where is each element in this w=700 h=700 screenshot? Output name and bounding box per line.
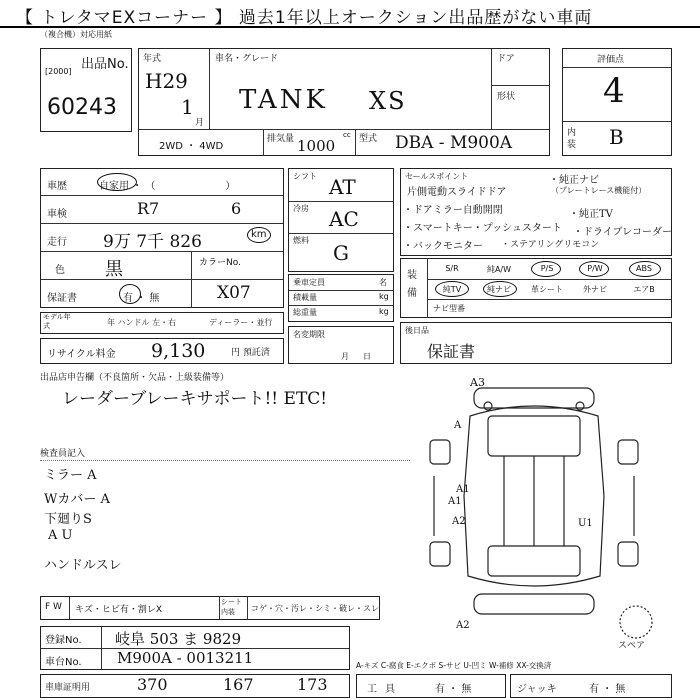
mileage-unit: km xyxy=(251,229,267,240)
history-box xyxy=(40,168,284,308)
cert-value-2: 167 xyxy=(223,675,254,694)
month-value: 1 xyxy=(181,95,194,119)
sales-right-1: ・純正ナビ xyxy=(549,175,599,186)
shaken-month: 6 xyxy=(231,199,242,218)
mileage-label: 走行 xyxy=(47,237,67,248)
capacity-label: 乗車定員 xyxy=(293,278,325,287)
year-value: H29 xyxy=(145,69,188,93)
equip-box xyxy=(400,258,672,318)
inspection-line-5: ハンドルスレ xyxy=(44,558,122,573)
equip-sr: S/R xyxy=(445,264,459,273)
dealer-label: ディーラー・並行 xyxy=(209,318,273,327)
sales-point-2: ・ドアミラー自動開閉 xyxy=(403,205,503,216)
mark-a2-1: A2 xyxy=(452,516,466,527)
recycle-amount: 9,130 xyxy=(151,340,206,362)
inspection-line-4: A U xyxy=(48,528,73,543)
navi-label: ナビ型番 xyxy=(433,304,465,313)
jack-label: ジャッキ xyxy=(517,684,557,695)
later-value: 保証書 xyxy=(427,342,476,361)
inspection-line-2: Wカバー A xyxy=(44,492,110,507)
color-no-label: カラーNo. xyxy=(199,258,241,268)
cc-label: cc xyxy=(343,131,351,139)
sales-point-1: 片側電動スライドドア xyxy=(407,187,507,198)
change-label: 名変期限 xyxy=(293,330,325,339)
fw-box xyxy=(40,596,380,620)
mark-a1-2: A1 xyxy=(448,496,462,507)
history-value: 自家用 ・ （ ） xyxy=(99,181,236,192)
model-year-box xyxy=(40,312,284,334)
recycle-box xyxy=(40,338,284,364)
sheet-title: 【 トレタマEXコーナー 】 過去1年以上オークション出品歴がない車両 xyxy=(0,0,700,28)
change-box xyxy=(288,326,394,364)
mark-a1-1: A1 xyxy=(456,484,470,495)
fw-value: キズ・ヒビ有・割レX xyxy=(75,605,162,615)
mark-a3: A3 xyxy=(470,376,485,389)
displacement-label: 排気量 xyxy=(267,134,295,144)
weight-kg: kg xyxy=(379,307,389,316)
shaken-era: R7 xyxy=(137,199,160,218)
equip-aw: 純A/W xyxy=(486,265,512,274)
mark-u1: U1 xyxy=(578,518,593,529)
score-value: 4 xyxy=(603,71,625,111)
load-kg: kg xyxy=(379,292,389,301)
history-label: 車歴 xyxy=(47,181,67,192)
chassis-label: 車台No. xyxy=(45,657,82,668)
drive-label: 2WD ・ 4WD xyxy=(159,141,224,152)
shift-value: AT xyxy=(329,175,356,199)
car-box xyxy=(138,48,550,156)
reg-value: 岐阜 503 ま 9829 xyxy=(115,630,242,648)
car-diagram xyxy=(414,376,676,646)
jack-box xyxy=(510,674,672,698)
seat-value: コゲ・穴・汚レ・シミ・破レ・スレ xyxy=(251,604,379,613)
fuel-label: 燃料 xyxy=(293,236,309,245)
mark-a: A xyxy=(454,420,462,431)
sales-right-3: ・純正TV xyxy=(569,209,613,220)
cert-value-1: 370 xyxy=(137,675,168,694)
lot-year-tag: [2000] xyxy=(45,67,72,76)
shape-label: 形状 xyxy=(497,92,516,102)
score-box xyxy=(562,48,672,156)
change-unit: 月日 xyxy=(341,352,385,361)
sales-point-3: ・スマートキー・プッシュスタート xyxy=(403,223,562,234)
fw-label: F W xyxy=(45,602,62,612)
inspection-label: 検査員記入 xyxy=(40,449,86,459)
ac-label: 冷房 xyxy=(293,204,309,213)
warranty-label: 保証書 xyxy=(47,293,77,304)
reg-label: 登録No. xyxy=(45,635,82,646)
model-year-label: モデル年式 xyxy=(43,313,71,330)
sales-point-5: ・ステアリングリモコン xyxy=(501,240,600,250)
equip-ps: P/S xyxy=(540,264,554,273)
inspection-line-3: 下廻りS xyxy=(44,512,92,527)
month-suffix: 月 xyxy=(195,118,205,128)
model-name: TANK xyxy=(239,85,328,115)
lot-label: 出品No. xyxy=(81,57,129,72)
later-box xyxy=(400,322,672,364)
interior-value: B xyxy=(609,125,624,149)
reg-box xyxy=(40,626,350,670)
chassis-value: M900A - 0013211 xyxy=(117,649,254,667)
notes-text: レーダーブレーキサポート!! ETC! xyxy=(62,389,328,409)
subtitle: （複合機）対応用紙 xyxy=(40,30,112,39)
sales-point-4: ・バックモニター xyxy=(403,241,483,252)
type-value: DBA - M900A xyxy=(395,133,513,153)
equip-abs: ABS xyxy=(636,264,652,273)
recycle-label: リサイクル料金 xyxy=(47,349,116,360)
sales-right-4: ・ドライブレコーダー xyxy=(573,227,672,238)
equip-pw: P/W xyxy=(587,264,603,273)
sales-label: セールスポイント xyxy=(405,172,469,181)
cert-label: 車庫証明用 xyxy=(45,683,91,693)
notes-label: 出品店申告欄（不良箇所・欠品・上級装備等） xyxy=(40,373,230,383)
ac-value: AC xyxy=(329,207,359,231)
handle-label: 年 ハンドル 左・右 xyxy=(107,318,177,327)
tools-label: 工具 xyxy=(367,684,403,695)
grade-name: XS xyxy=(369,87,407,115)
capacity-unit: 名 xyxy=(379,278,387,287)
weight-label: 総重量 xyxy=(293,308,317,317)
lot-box xyxy=(40,48,132,132)
spare-label: スペア xyxy=(618,641,646,651)
seat-label: シート内装 xyxy=(221,598,242,616)
damage-legend: A-キズ C-腐食 E-エクボ S-サビ U-凹ミ W-補修 XX-交換済 xyxy=(356,661,552,670)
sales-box xyxy=(400,168,672,256)
equip-leather: 革シート xyxy=(531,285,563,294)
jack-value: 有 ・ 無 xyxy=(589,684,626,695)
cert-value-3: 173 xyxy=(297,675,328,694)
tools-box xyxy=(356,674,506,698)
sales-right-2: （プレートレース機能付） xyxy=(551,186,647,195)
equip-ext-navi: 外ナビ xyxy=(583,285,607,294)
mark-a2-2: A2 xyxy=(456,620,470,631)
equip-tv: 純TV xyxy=(442,285,462,294)
shift-label: シフト xyxy=(293,172,317,181)
shaken-label: 車検 xyxy=(47,209,67,220)
interior-label: 内装 xyxy=(567,128,577,150)
lot-number: 60243 xyxy=(47,95,117,120)
color-value: 黒 xyxy=(105,259,123,280)
door-label: ドア xyxy=(497,54,515,64)
year-label: 年式 xyxy=(143,54,162,64)
fuel-value: G xyxy=(333,241,349,265)
capacity-box xyxy=(288,274,394,322)
recycle-unit: 円 預託済 xyxy=(231,348,270,358)
color-no-value: X07 xyxy=(217,283,251,303)
type-label: 型式 xyxy=(359,134,378,144)
equip-airbag: エアB xyxy=(633,285,655,294)
tools-value: 有 ・ 無 xyxy=(435,684,472,695)
mileage-value: 9万 7千 826 xyxy=(103,232,202,252)
inspection-line-1: ミラー A xyxy=(44,468,97,483)
name-label: 車名・グレード xyxy=(215,54,279,64)
cert-box xyxy=(40,674,350,698)
score-label: 評価点 xyxy=(597,55,625,65)
load-label: 積載量 xyxy=(293,293,317,302)
warranty-value: 有 ・ 無 xyxy=(123,293,160,304)
displacement-value: 1000 xyxy=(297,137,336,155)
mid-box xyxy=(288,168,394,272)
later-label: 後日品 xyxy=(405,326,429,335)
equip-navi: 純ナビ xyxy=(487,285,511,294)
equip-label: 装備 xyxy=(407,270,417,299)
color-label: 色 xyxy=(55,265,65,276)
